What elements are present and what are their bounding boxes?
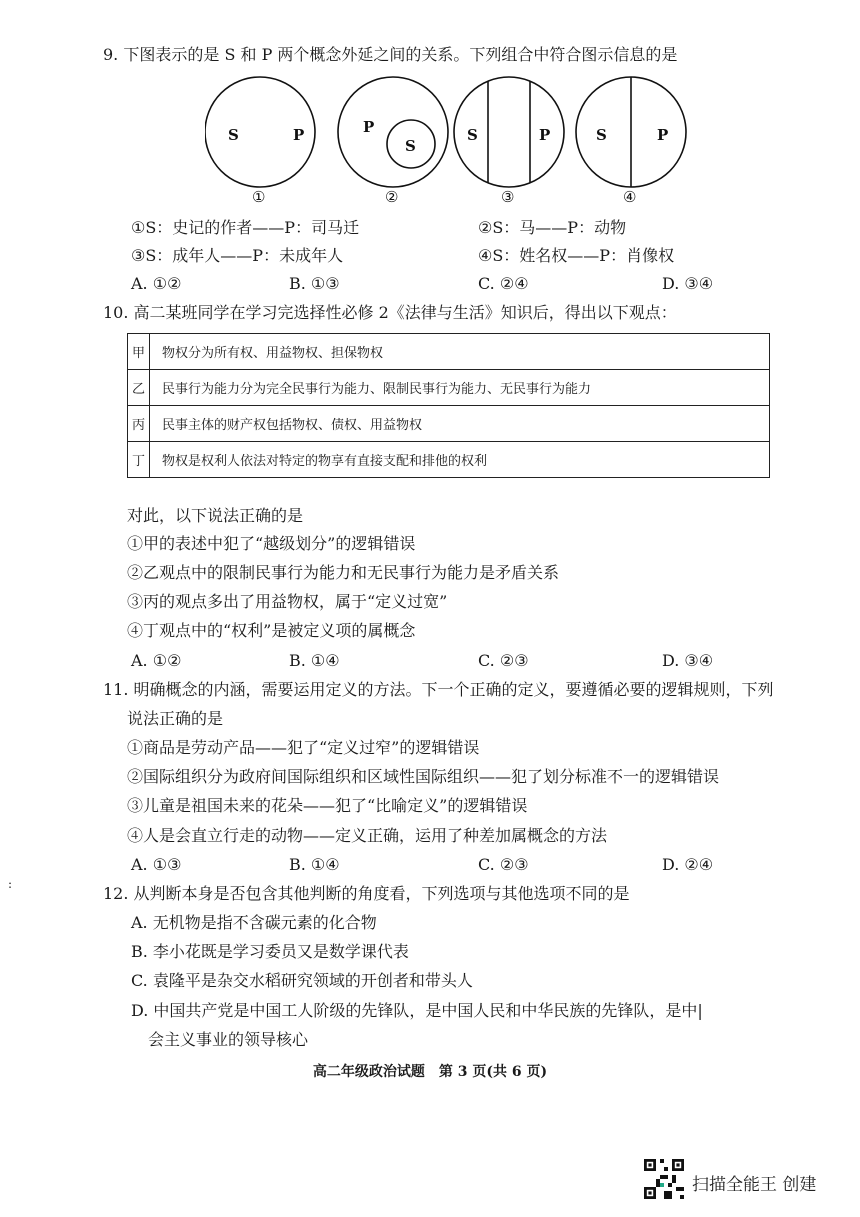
q12-option-d-continued: 会主义事业的领导核心 bbox=[148, 1030, 309, 1049]
diagram-1-label-p: P bbox=[293, 126, 305, 144]
q9-item-4: ④S：姓名权——P：肖像权 bbox=[478, 246, 675, 265]
view-text: 物权是权利人依法对特定的物享有直接支配和排他的权利 bbox=[150, 442, 770, 478]
q9-item-3: ③S：成年人——P：未成年人 bbox=[131, 246, 344, 265]
diagram-4-label-s: S bbox=[596, 126, 607, 144]
q12-option-a[interactable]: A. 无机物是指不含碳元素的化合物 bbox=[131, 913, 377, 932]
q10-lead: 对此，以下说法正确的是 bbox=[127, 506, 304, 525]
diagram-4-number: ④ bbox=[623, 188, 637, 206]
q10-item-1: ①甲的表述中犯了“越级划分”的逻辑错误 bbox=[127, 534, 416, 553]
q11-option-b[interactable]: B. ①④ bbox=[289, 855, 340, 874]
table-row bbox=[128, 406, 770, 442]
q9-option-a[interactable]: A. ①② bbox=[131, 274, 182, 293]
diagram-2-number: ② bbox=[385, 188, 399, 206]
view-key: 丙 bbox=[128, 406, 150, 442]
view-key: 丁 bbox=[128, 442, 150, 478]
q11-item-2: ②国际组织分为政府间国际组织和区域性国际组织——犯了划分标准不一的逻辑错误 bbox=[127, 767, 720, 786]
q10-stem: 10. 高二某班同学在学习完选择性必修 2《法律与生活》知识后，得出以下观点： bbox=[103, 303, 677, 322]
diagram-4-label-p: P bbox=[657, 126, 669, 144]
diagram-3-label-s: S bbox=[467, 126, 478, 144]
view-key: 乙 bbox=[128, 370, 150, 406]
venn-diagrams bbox=[205, 70, 695, 210]
q11-item-3: ③儿童是祖国未来的花朵——犯了“比喻定义”的逻辑错误 bbox=[127, 796, 528, 815]
view-text: 物权分为所有权、用益物权、担保物权 bbox=[150, 334, 770, 370]
page-footer: 高二年级政治试题 第 3 页(共 6 页) bbox=[312, 1064, 548, 1080]
diagram-2-label-s: S bbox=[405, 137, 416, 155]
q10-item-3: ③丙的观点多出了用益物权，属于“定义过宽” bbox=[127, 592, 448, 611]
margin-mark: : bbox=[8, 877, 13, 891]
diagram-1-label-s: S bbox=[228, 126, 239, 144]
q10-item-2: ②乙观点中的限制民事行为能力和无民事行为能力是矛盾关系 bbox=[127, 563, 560, 582]
q9-item-1: ①S：史记的作者——P：司马迁 bbox=[131, 218, 360, 237]
q10-option-c[interactable]: C. ②③ bbox=[478, 651, 529, 670]
q11-option-d[interactable]: D. ②④ bbox=[662, 855, 714, 874]
diagram-2 bbox=[338, 77, 448, 206]
q12-option-d[interactable]: D. 中国共产党是中国工人阶级的先锋队，是中国人民和中华民族的先锋队，是中| bbox=[131, 1001, 703, 1020]
q9-stem: 9. 下图表示的是 S 和 P 两个概念外延之间的关系。下列组合中符合图示信息的是 bbox=[103, 45, 678, 64]
q10-option-b[interactable]: B. ①④ bbox=[289, 651, 340, 670]
diagram-4 bbox=[576, 77, 686, 206]
diagram-3-label-p: P bbox=[539, 126, 551, 144]
q11-item-1: ①商品是劳动产品——犯了“定义过窄”的逻辑错误 bbox=[127, 738, 480, 757]
diagram-3-number: ③ bbox=[501, 188, 515, 206]
q9-option-d[interactable]: D. ③④ bbox=[662, 274, 714, 293]
q9-option-c[interactable]: C. ②④ bbox=[478, 274, 529, 293]
q11-stem-line-2: 说法正确的是 bbox=[127, 709, 224, 728]
q10-option-d[interactable]: D. ③④ bbox=[662, 651, 714, 670]
qr-code-icon bbox=[644, 1159, 684, 1199]
diagram-1 bbox=[205, 77, 315, 206]
q10-views-table bbox=[127, 333, 770, 478]
q12-option-b[interactable]: B. 李小花既是学习委员又是数学课代表 bbox=[131, 942, 409, 961]
diagram-1-number: ① bbox=[252, 188, 266, 206]
q12-stem: 12. 从判断本身是否包含其他判断的角度看，下列选项与其他选项不同的是 bbox=[103, 884, 630, 903]
q9-item-2: ②S：马——P：动物 bbox=[478, 218, 627, 237]
table-row bbox=[128, 334, 770, 370]
scanner-watermark: 扫描全能王 创建 bbox=[692, 1175, 817, 1195]
view-text: 民事主体的财产权包括物权、债权、用益物权 bbox=[150, 406, 770, 442]
q11-stem-line-1: 11. 明确概念的内涵，需要运用定义的方法。下一个正确的定义，要遵循必要的逻辑规则，下列 bbox=[103, 680, 774, 699]
table-row bbox=[128, 370, 770, 406]
diagram-3 bbox=[454, 77, 564, 206]
view-key: 甲 bbox=[128, 334, 150, 370]
view-text: 民事行为能力分为完全民事行为能力、限制民事行为能力、无民事行为能力 bbox=[150, 370, 770, 406]
q9-option-b[interactable]: B. ①③ bbox=[289, 274, 340, 293]
q10-option-a[interactable]: A. ①② bbox=[131, 651, 182, 670]
q11-option-a[interactable]: A. ①③ bbox=[131, 855, 182, 874]
table-row bbox=[128, 442, 770, 478]
diagram-2-label-p: P bbox=[363, 118, 375, 136]
q12-option-c[interactable]: C. 袁隆平是杂交水稻研究领域的开创者和带头人 bbox=[131, 971, 473, 990]
q11-option-c[interactable]: C. ②③ bbox=[478, 855, 529, 874]
q11-item-4: ④人是会直立行走的动物——定义正确，运用了种差加属概念的方法 bbox=[127, 826, 608, 845]
q10-item-4: ④丁观点中的“权利”是被定义项的属概念 bbox=[127, 621, 416, 640]
